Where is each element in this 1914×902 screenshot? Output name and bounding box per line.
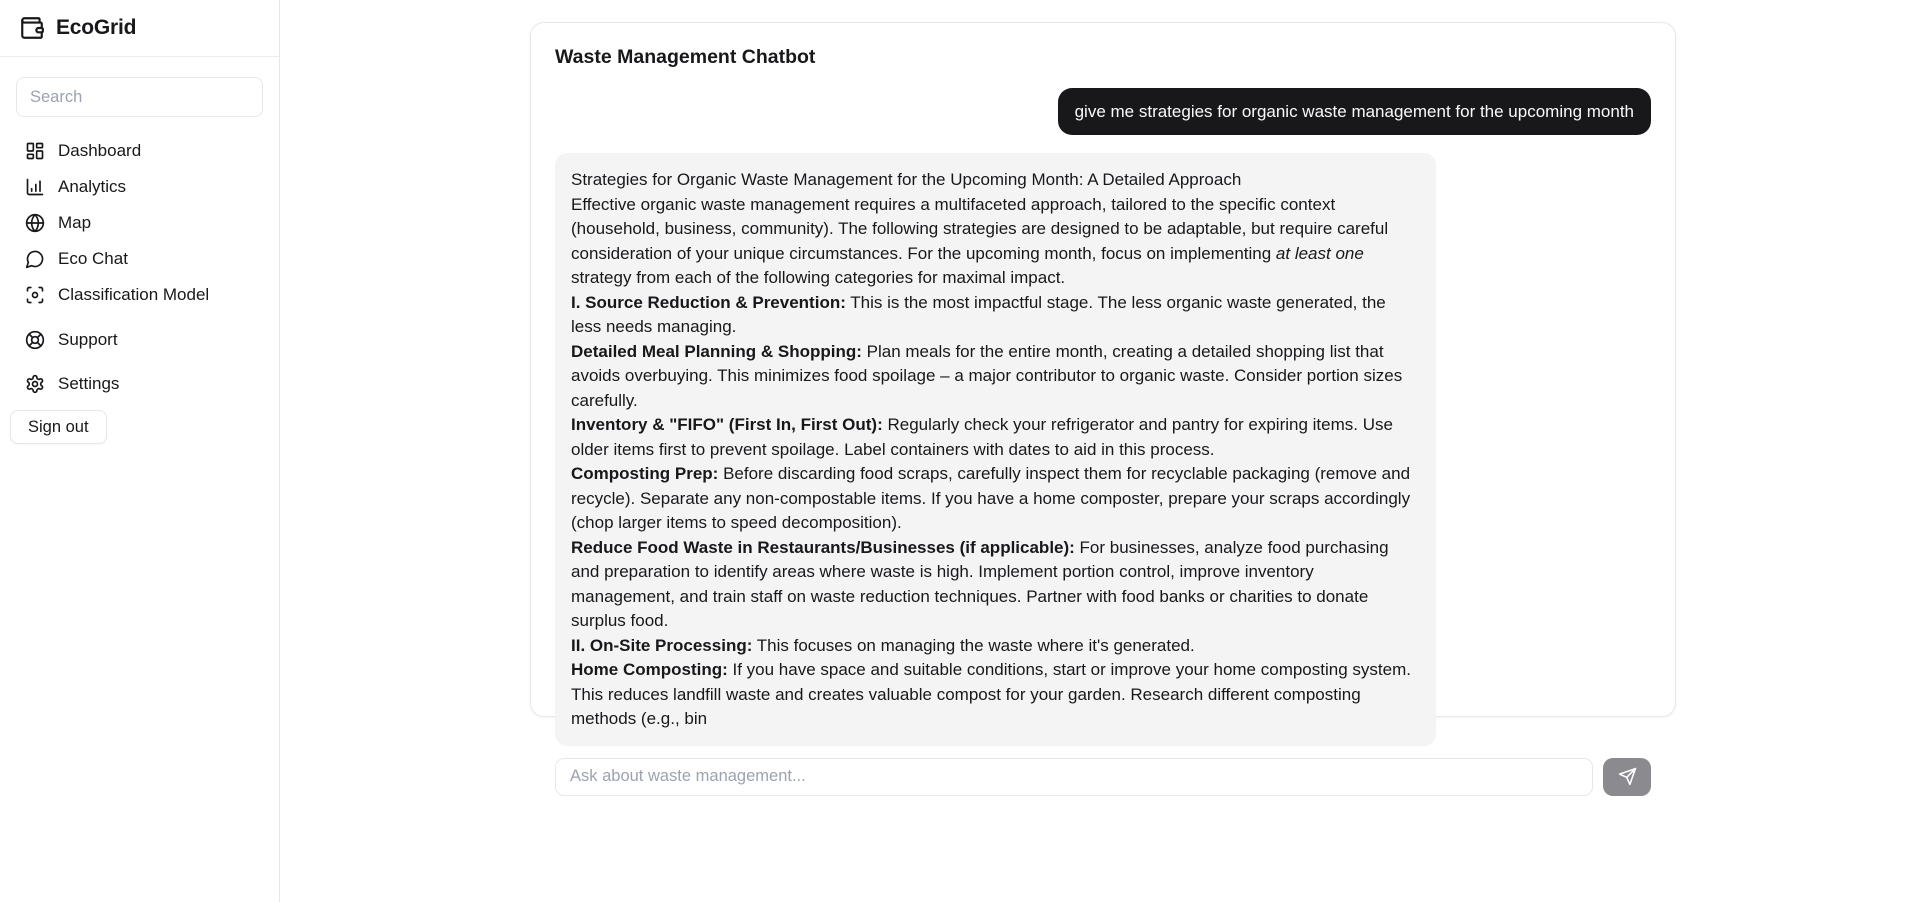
message-circle-icon [25, 249, 45, 269]
sidebar-search [0, 57, 279, 117]
sidebar-nav-main [0, 133, 279, 313]
globe-icon [25, 213, 45, 233]
sidebar-item-label: Dashboard [58, 141, 142, 160]
sign-out-button[interactable]: Sign out [10, 410, 107, 444]
sidebar-nav-secondary [0, 318, 279, 406]
sidebar-item-label: Settings [58, 374, 120, 393]
search-input[interactable] [16, 77, 263, 117]
focus-scan-icon [25, 285, 45, 305]
chatbot-card [530, 22, 1676, 728]
send-button[interactable] [1603, 758, 1651, 796]
layout-dashboard-icon [25, 141, 45, 161]
sidebar-item-label: Eco Chat [58, 249, 128, 268]
chat-messages-scroll-area[interactable] [555, 79, 1651, 746]
sidebar-item-support[interactable] [12, 318, 267, 362]
user-message-row [555, 88, 1651, 135]
sidebar-item-label: Map [58, 213, 92, 232]
sidebar-item-eco-chat[interactable] [12, 241, 267, 277]
wallet-icon [19, 15, 45, 41]
chat-input-row [555, 758, 1651, 796]
sidebar-item-label: Analytics [58, 177, 127, 196]
bot-message-text: Strategies for Organic Waste Management for the Upcoming Month: A Detailed Approach Effective organic waste management requires a multifaceted approach, tailored to the specific context (household, business, community). The following strategies are designed to be adaptable, but require careful consideration of your unique circumstances. For the upcoming month, focus on implementing at least one strategy from each of the following categories for maximal impact. I. Source Reduction & Prevention: This is the most impactful stage. The less organic waste generated, the less needs managing. Detailed Meal Planning & Shopping: Plan meals for the entire month, creating a detailed shopping list that avoids overbuying. This minimizes food spoilage – a major contributor to organic waste. Consider portion sizes carefully. Inventory & "FIFO" (First In, First Out): Regularly check your refrigerator and pantry for expiring items. Use older items first to prevent spoilage. Label containers with dates to aid in this process. Composting Prep: Before discarding food scraps, carefully inspect them for recyclable packaging (remove and recycle). Separate any non-compostable items. If you have a home composter, prepare your scraps accordingly (chop larger items to speed decomposition). Reduce Food Waste in Restaurants/Businesses (if applicable): For businesses, analyze food purchasing and preparation to identify areas where waste is high. Implement portion control, improve inventory management, and train staff on waste reduction techniques. Partner with food banks or charities to donate surplus food. II. On-Site Processing: This focuses on managing the waste where it's generated. Home Composting: If you have space and suitable conditions, start or improve your home composting system. This reduces landfill waste and creates valuable compost for your garden. Research different composting methods (e.g., bin [571, 170, 1411, 728]
user-message-bubble: give me strategies for organic waste management for the upcoming month [1058, 88, 1651, 135]
sidebar-item-dashboard[interactable] [12, 133, 267, 169]
bot-message-bubble [555, 153, 1436, 746]
card-title: Waste Management Chatbot [555, 46, 816, 68]
sidebar-item-analytics[interactable] [12, 169, 267, 205]
life-buoy-icon [25, 330, 45, 350]
chat-input[interactable] [555, 758, 1593, 796]
sidebar-item-label: Support [58, 330, 118, 349]
sidebar-item-settings[interactable] [12, 362, 267, 406]
sidebar [0, 0, 280, 902]
sidebar-item-map[interactable] [12, 205, 267, 241]
app-name: EcoGrid [56, 16, 137, 39]
bot-message-row [555, 153, 1651, 746]
brand [0, 0, 279, 57]
gear-icon [25, 374, 45, 394]
main-content [280, 0, 1914, 902]
send-icon [1618, 767, 1637, 786]
sidebar-item-classification-model[interactable] [12, 277, 267, 313]
sidebar-item-label: Classification Model [58, 285, 210, 304]
bar-chart-icon [25, 177, 45, 197]
